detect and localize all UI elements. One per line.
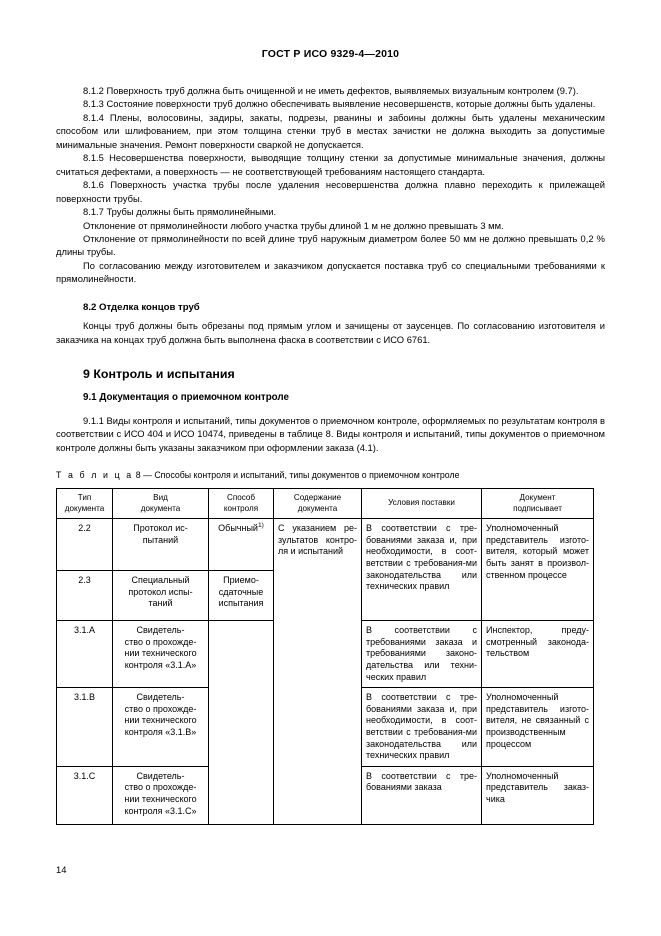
spacer: [56, 346, 605, 366]
paragraph-straightness-1m: Отклонение от прямолинейности любого участка трубы длиной 1 м не должно превышать 3 мм.: [83, 219, 504, 231]
page-content: [56, 84, 605, 825]
heading-section-9: 9 Контроль и испытания: [83, 367, 235, 382]
table-caption: [56, 469, 605, 481]
paragraph-9-1-1: 9.1.1 Виды контроля и испытаний, типы документов о приемочном контроле, оформляемых по результатам контроля в соответствии с ИСО 404 и ИСО 10474, приведены в таблице 8. Виды контроля и испытаний, типы документов о приемочном контроле должны быть указаны заказчиком при оформлении заказа (4.1).: [56, 414, 605, 453]
cell-kind: Протокол ис- пытаний: [113, 519, 209, 571]
page-number: 14: [56, 864, 67, 875]
cell-type: 3.1.С: [57, 766, 113, 824]
cell-kind: Специальный протокол испы- таний: [113, 571, 209, 621]
paragraph-straightness-full: Отклонение от прямолинейности по всей длине труб наружным диаметром более 50 мм не должно превышать 0,2 % длины трубы.: [56, 232, 605, 258]
paragraph-8-1-7: 8.1.7 Трубы должны быть прямолинейными.: [83, 206, 277, 218]
cell-method-text: Обычный: [218, 523, 258, 534]
heading-9-1: 9.1 Документация о приемочном контроле: [83, 392, 289, 404]
table-row: [57, 519, 594, 571]
paragraph-8-1-5: 8.1.5 Несовершенства поверхности, выводящие толщину стенки за допустимые минимальные значения, должны считаться дефектами, а поверхность — не соответствующей требованиям настоящего стандарта.: [56, 152, 605, 177]
cell-terms: В соответствии с тре-бованиями заказа и, при необходимости, в соот-ветствии с требования-ми законодательства или технических правил: [362, 519, 482, 621]
cell-signer: Уполномоченный представитель изгото-вителя, не связанный с производственным процессом: [482, 688, 594, 767]
table-caption-text: Способы контроля и испытаний, типы документов о приемочном контроле: [154, 470, 460, 481]
table-caption-number: 8: [135, 470, 141, 481]
column-header-type: Тип документа: [57, 489, 113, 519]
cell-type: 2.2: [57, 519, 113, 571]
table-caption-dash: —: [143, 470, 152, 481]
cell-type: 3.1.В: [57, 688, 113, 767]
column-header-signer: Документ подписывает: [482, 489, 594, 519]
cell-type: 2.3: [57, 571, 113, 621]
table-caption-label: Т а б л и ц а: [56, 470, 134, 481]
paragraph-8-1-6: 8.1.6 Поверхность участка трубы после удаления несовершенства должна плавно переходить к прилежащей поверхности трубы.: [56, 179, 605, 204]
cell-kind: Свидетель- ство о прохожде- нии технического контроля «3.1.С»: [113, 766, 209, 824]
cell-method: Приемо- сдаточные испытания: [209, 571, 274, 621]
cell-signer: Уполномоченный представитель заказ-чика: [482, 766, 594, 824]
column-header-method: Способ контроля: [209, 489, 274, 519]
cell-terms: В соответствии с требованиями заказа и требованиями законо-дательства или техни-ческих правил: [362, 621, 482, 688]
cell-signer: Инспектор, преду-смотренный законода-тельством: [482, 621, 594, 688]
spacer: [56, 405, 605, 414]
column-header-kind: Вид документа: [113, 489, 209, 519]
cell-terms: В соответствии с тре-бованиями заказа: [362, 766, 482, 824]
running-header: ГОСТ Р ИСО 9329-4—2010: [261, 48, 400, 60]
cell-kind: Свидетель- ство о прохожде- нии технического контроля «3.1.А»: [113, 621, 209, 688]
column-header-terms: Условия поставки: [362, 489, 482, 519]
spacer: [56, 286, 605, 301]
cell-method: [209, 519, 274, 571]
paragraph-8-1-2: 8.1.2 Поверхность труб должна быть очищенной и не иметь дефектов, выявляемых визуальным контролем (9.7).: [83, 85, 579, 96]
paragraph-8-2-body: Концы труб должны быть обрезаны под прямым углом и зачищены от заусенцев. По согласованию изготовителя и заказчика на концах труб должна быть выполнена фаска в соответствии с ИСО 6761.: [56, 320, 605, 345]
cell-type: 3.1.А: [57, 621, 113, 688]
paragraph-8-1-4: 8.1.4 Плены, волосовины, задиры, закаты, подрезы, рванины и забоины должны быть удалены механическим способом или шлифованием, при этом толщина стенки труб в местах зачистки не должна выходить за допустимые минимальные значения. Ремонт поверхности сваркой не допускается.: [56, 111, 605, 150]
spacer: [56, 382, 605, 391]
cell-kind: Свидетель- ство о прохожде- нии технического контроля «3.1.В»: [113, 688, 209, 767]
heading-8-2: 8.2 Отделка концов труб: [83, 301, 200, 313]
footnote-marker: 1): [257, 522, 264, 530]
column-header-content: Содержание документа: [274, 489, 362, 519]
table-header-row: [57, 489, 594, 519]
cell-signer: Уполномоченный представитель изгото-вителя, который может быть занят в произвол-ственном процессе: [482, 519, 594, 621]
paragraph-special-agreement: По согласованию между изготовителем и заказчиком допускается поставка труб со специальными требованиями к прямолинейности.: [56, 259, 605, 285]
spacer: [56, 454, 605, 469]
cell-content-merged: С указанием ре-зультатов контро-ля и испытаний: [274, 519, 362, 825]
inspection-documents-table: [56, 488, 594, 825]
paragraph-8-1-3: 8.1.3 Состояние поверхности труб должно обеспечивать выявление несовершенств, которые должны быть удалены.: [83, 98, 596, 110]
cell-method-empty: [209, 621, 274, 825]
cell-terms: В соответствии с тре-бованиями заказа и, при необходимости, в соот-ветствии с требования-ми законодательства или технических правил: [362, 688, 482, 767]
